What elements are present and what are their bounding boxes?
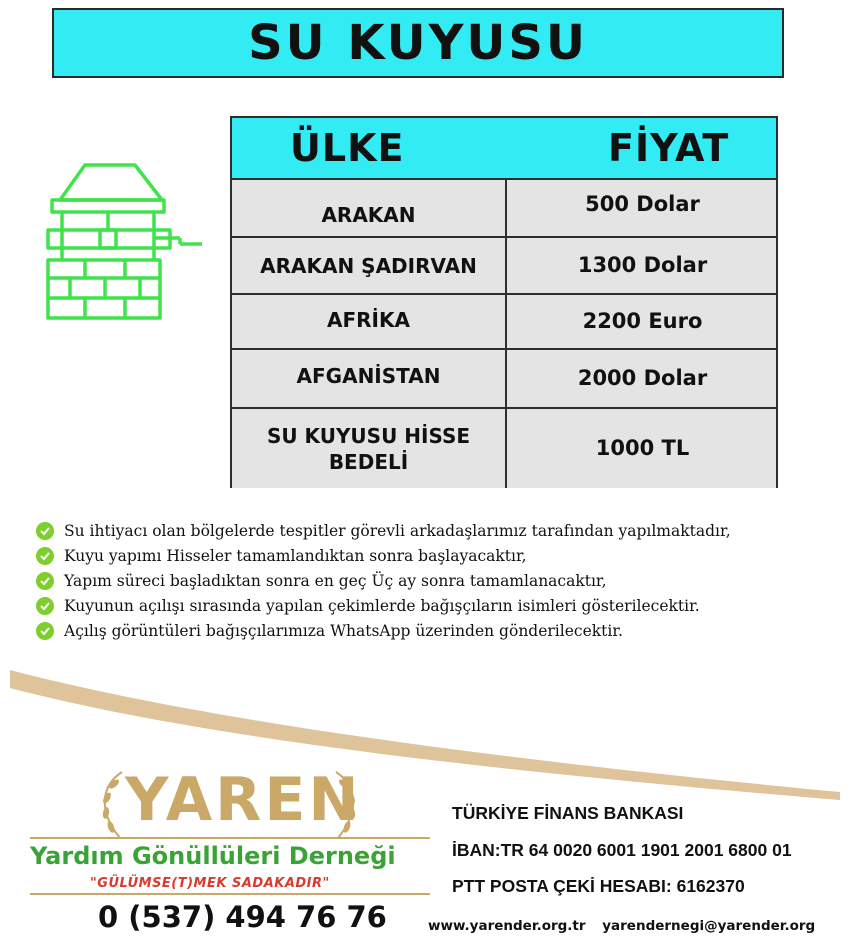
check-circle-icon (36, 597, 54, 615)
price-cell: 1300 Dolar (505, 238, 778, 293)
org-logo: YAREN (125, 765, 362, 835)
table-row (232, 295, 776, 350)
list-item (36, 543, 836, 568)
divider (30, 893, 430, 895)
org-slogan: "GÜLÜMSE(T)MEK SADAKADIR" (90, 876, 330, 891)
list-item (36, 618, 836, 643)
note-text: Yapım süreci başladıktan sonra en geç Üç ay sonra tamamlanacaktır, (64, 571, 607, 590)
price-cell: 500 Dolar (505, 180, 778, 236)
note-text: Kuyu yapımı Hisseler tamamlandıktan sonra başlayacaktır, (64, 546, 527, 565)
phone-number: 0 (537) 494 76 76 (98, 900, 387, 934)
table-row (232, 180, 776, 238)
list-item (36, 593, 836, 618)
price-cell: 2000 Dolar (505, 350, 778, 407)
table-row (232, 409, 776, 488)
page-title: SU KUYUSU (248, 15, 588, 71)
contact-links (428, 918, 815, 934)
check-circle-icon (36, 547, 54, 565)
check-circle-icon (36, 522, 54, 540)
bank-iban: İBAN:TR 64 0020 6001 1901 2001 6800 01 (452, 839, 792, 860)
header-country: ÜLKE (290, 126, 405, 170)
check-circle-icon (36, 572, 54, 590)
ptt-account: PTT POSTA ÇEKİ HESABI: 6162370 (452, 876, 745, 896)
list-item (36, 518, 836, 543)
divider (30, 837, 430, 839)
price-cell: 2200 Euro (505, 295, 778, 348)
bank-name: TÜRKİYE FİNANS BANKASI (452, 803, 684, 823)
table-row (232, 238, 776, 295)
country-cell: AFGANİSTAN (296, 363, 441, 388)
org-name: Yardım Gönüllüleri Derneği (30, 842, 396, 870)
price-cell: 1000 TL (505, 409, 778, 488)
email-link[interactable]: yarendernegi@yarender.org (602, 918, 816, 934)
table-row (232, 350, 776, 409)
country-cell: SU KUYUSU HİSSE BEDELİ (266, 423, 471, 474)
table-header (232, 118, 776, 180)
country-cell: ARAKAN ŞADIRVAN (260, 253, 477, 278)
notes-list (36, 518, 836, 643)
country-cell: ARAKAN (321, 203, 416, 227)
water-well-icon (40, 160, 210, 325)
list-item (36, 568, 836, 593)
header-price: FİYAT (608, 126, 730, 170)
country-cell: AFRİKA (327, 307, 410, 332)
note-text: Açılış görüntüleri bağışçılarımıza WhatsApp üzerinden gönderilecektir. (64, 621, 623, 640)
website-link[interactable]: www.yarender.org.tr (428, 918, 586, 934)
check-circle-icon (36, 622, 54, 640)
price-table (230, 116, 778, 488)
title-banner (52, 8, 784, 78)
bank-info (452, 803, 792, 913)
note-text: Su ihtiyacı olan bölgelerde tespitler görevli arkadaşlarımız tarafından yapılmaktadır, (64, 521, 731, 540)
note-text: Kuyunun açılışı sırasında yapılan çekimlerde bağışçıların isimleri gösterilecektir. (64, 596, 700, 615)
